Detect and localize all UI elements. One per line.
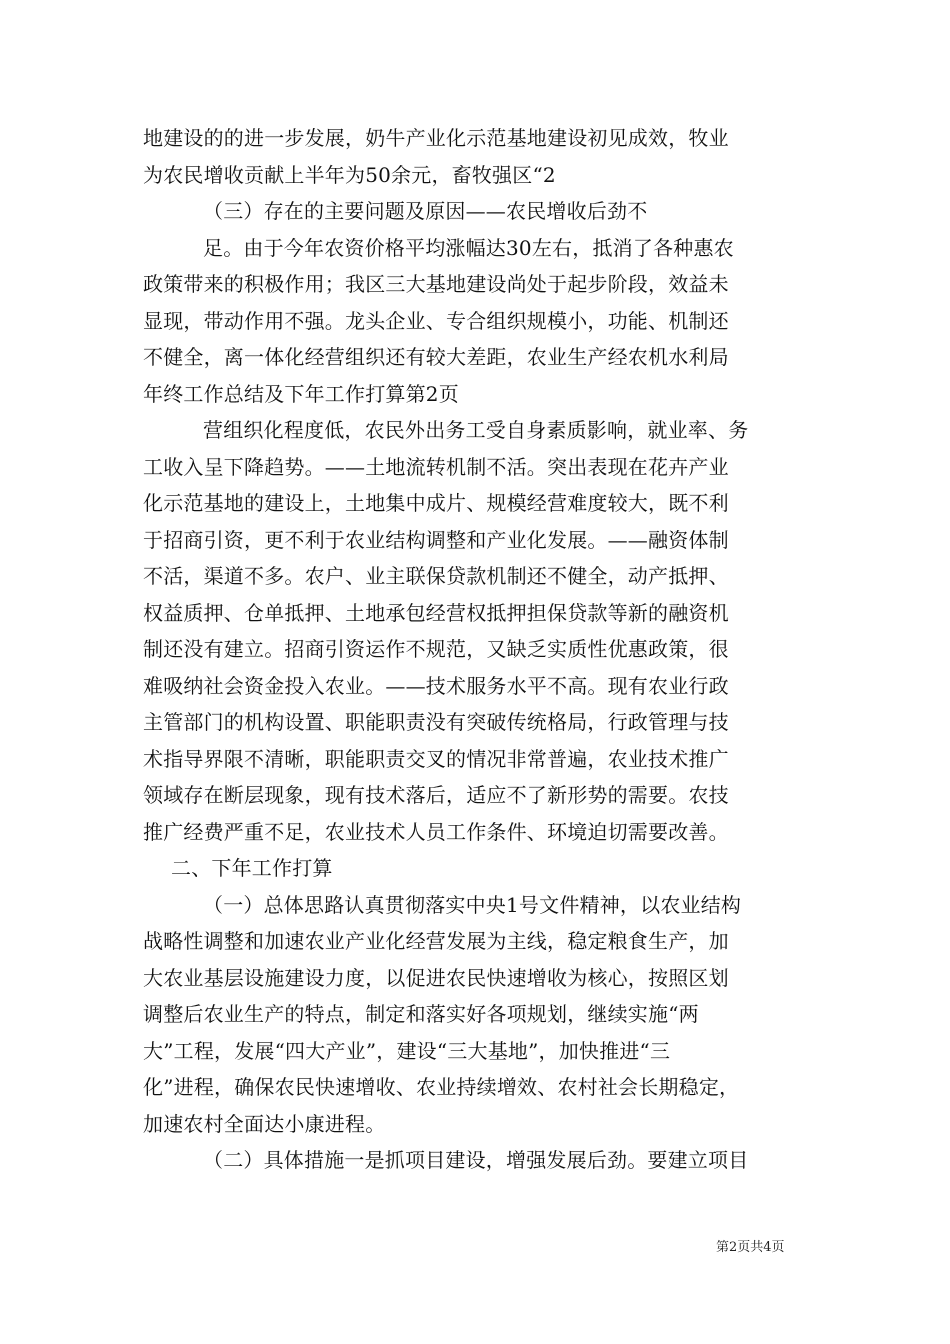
text-line: 政策带来的积极作用；我区三大基地建设尚处于起步阶段，效益未 [143,272,729,296]
text-line: 调整后农业生产的特点，制定和落实好各项规划，继续实施“两 [143,1002,699,1026]
text-line: 工收入呈下降趋势。——土地流转机制不活。突出表现在花卉产业 [143,454,729,479]
text-line: 难吸纳社会资金投入农业。——技术服务水平不高。现有农业行政 [143,673,729,698]
section-heading-problems: （三）存在的主要问题及原因——农民增收后劲不 [203,199,648,223]
page-number: 第2页共4页 [716,1240,785,1255]
text-line: 主管部门的机构设置、职能职责没有突破传统格局，行政管理与技 [143,710,729,734]
text-line: 术指导界限不清晰，职能职责交叉的情况非常普遍，农业技术推广 [143,746,729,771]
text-line: 化示范基地的建设上，土地集中成片、规模经营难度较大，既不利 [143,491,729,515]
text-line: 权益质押、仓单抵押、土地承包经营权抵押担保贷款等新的融资机 [143,600,729,625]
text-line: 不活，渠道不多。农户、业主联保贷款机制还不健全，动产抵押、 [143,564,729,588]
text-line: 于招商引资，更不利于农业结构调整和产业化发展。——融资体制 [143,527,729,552]
text-line: 加速农村全面达小康进程。 [143,1111,386,1136]
text-line: 显现，带动作用不强。龙头企业、专合组织规模小，功能、机制还 [143,308,729,333]
text-line: 推广经费严重不足，农业技术人员工作条件、环境迫切需要改善。 [143,819,729,844]
text-line: 年终工作总结及下年工作打算第2页 [143,381,459,406]
text-line: 化”进程，确保农民快速增收、农业持续增效、农村社会长期稳定， [143,1075,740,1099]
section-heading-next-year: 二、下年工作打算 [171,856,333,880]
text-line: 大农业基层设施建设力度，以促进农民快速增收为核心，按照区划 [143,965,729,990]
paragraph-start: 营组织化程度低，农民外出务工受自身素质影响，就业率、务 [203,418,749,442]
document-body [143,120,813,1179]
text-line: 战略性调整和加速农业产业化经营发展为主线，稳定粮食生产，加 [143,929,729,953]
text-line: 大”工程，发展“四大产业”，建设“三大基地”，加快推进“三 [143,1038,671,1063]
text-line: 足。由于今年农资价格平均涨幅达30左右，抵消了各种惠农 [203,235,734,260]
paragraph-start: （一）总体思路认真贯彻落实中央1号文件精神，以农业结构 [203,892,742,917]
text-line: 制还没有建立。招商引资运作不规范，又缺乏实质性优惠政策，很 [143,637,729,661]
text-line: 不健全，离一体化经营组织还有较大差距，农业生产经农机水利局 [143,345,729,369]
text-line: 地建设的的进一步发展，奶牛产业化示范基地建设初见成效，牧业 [143,126,729,150]
paragraph-start: （二）具体措施一是抓项目建设，增强发展后劲。要建立项目 [203,1148,749,1172]
text-line: 为农民增收贡献上半年为50余元，畜牧强区“2 [143,162,556,187]
text-line: 领域存在断层现象，现有技术落后，适应不了新形势的需要。农技 [143,783,729,807]
